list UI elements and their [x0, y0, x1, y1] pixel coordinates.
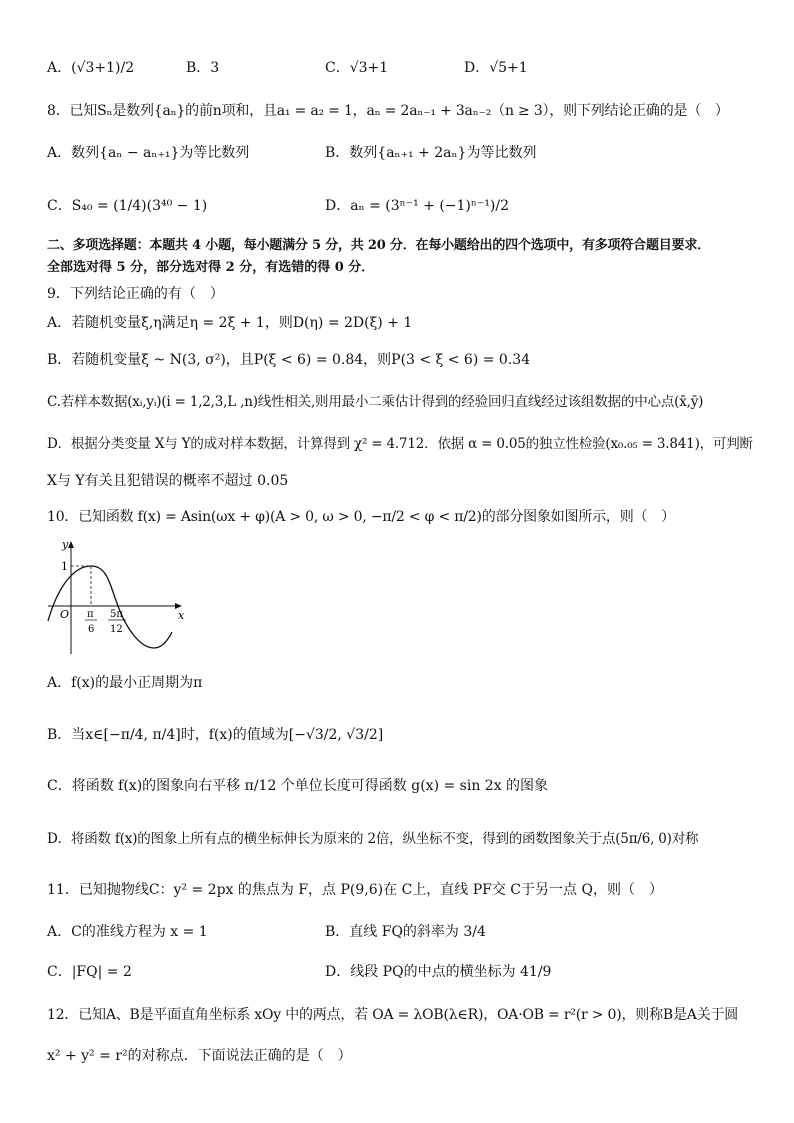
section-two-note: 全部选对得 5 分，部分选对得 2 分，有选错的得 0 分． — [47, 260, 375, 275]
q9-option-c: C.若样本数据(xᵢ,yᵢ)(i = 1,2,3,L ,n)线性相关,则用最小二乘估计得到的经验回归直线经过该组数据的中心点(x̄,ȳ) — [47, 394, 704, 410]
q10-sine-graph — [44, 536, 189, 658]
x-tick-five-pi-over-twelve-denominator: 12 — [110, 624, 123, 635]
q11-option-d: D．线段 PQ的中点的横坐标为 41/9 — [325, 964, 552, 980]
q11-option-a: A．C的准线方程为 x = 1 — [47, 924, 208, 940]
q11-option-c: C．|FQ| = 2 — [47, 964, 132, 980]
q12-stem-continued: x² + y² = r²的对称点．下面说法正确的是（ ） — [47, 1048, 352, 1064]
q8-stem: 8．已知Sₙ是数列{aₙ}的前n项和，且a₁ = a₂ = 1，aₙ = 2aₙ₋₁ + 3aₙ₋₂（n ≥ 3），则下列结论正确的是（ ） — [47, 103, 729, 119]
q9-stem: 9．下列结论正确的有（ ） — [47, 286, 224, 302]
q9-option-a: A．若随机变量ξ,η满足η = 2ξ + 1，则D(η) = 2D(ξ) + 1 — [47, 315, 413, 331]
y-axis-label: y — [62, 538, 69, 551]
origin-label: O — [60, 608, 70, 621]
q8-option-b: B．数列{aₙ₊₁ + 2aₙ}为等比数列 — [325, 145, 537, 161]
q7-option-d: D．√5+1 — [464, 60, 528, 76]
q12-stem: 12．已知A、B是平面直角坐标系 xOy 中的两点，若 OA = λOB(λ∈R)，OA·OB = r²(r > 0)，则称B是A关于圆 — [47, 1007, 739, 1023]
sine-curve — [48, 566, 172, 648]
section-two-heading: 二、多项选择题：本题共 4 小题，每小题满分 5 分，共 20 分．在每小题给出的四个选项中，有多项符合题目要求． — [47, 238, 710, 253]
q10-stem: 10．已知函数 f(x) = Asin(ωx + φ)(A > 0, ω > 0, −π/2 < φ < π/2)的部分图象如图所示，则（ ） — [47, 509, 675, 525]
q7-option-b: B．3 — [186, 60, 220, 76]
x-tick-pi-over-six-numerator: π — [87, 609, 94, 620]
q7-option-c: C．√3+1 — [325, 60, 389, 76]
q9-option-d: D．根据分类变量 X与 Y的成对样本数据，计算得到 χ² = 4.712．依据 α = 0.05的独立性检验(x₀.₀₅ = 3.841)，可判断 — [47, 436, 753, 452]
q9-option-b: B．若随机变量ξ ~ N(3, σ²)，且P(ξ < 6) = 0.84，则P(3 < ξ < 6) = 0.34 — [47, 352, 531, 368]
y-tick-one: 1 — [61, 560, 68, 573]
q8-option-a: A．数列{aₙ − aₙ₊₁}为等比数列 — [47, 145, 250, 161]
q7-option-a: A．(√3+1)/2 — [47, 60, 135, 76]
q10-option-c: C．将函数 f(x)的图象向右平移 π/12 个单位长度可得函数 g(x) = sin 2x 的图象 — [47, 778, 549, 794]
q10-option-b: B．当x∈[−π/4, π/4]时，f(x)的值域为[−√3/2, √3/2] — [47, 727, 384, 743]
q11-option-b: B．直线 FQ的斜率为 3/4 — [325, 924, 486, 940]
q11-stem: 11．已知抛物线C：y² = 2px 的焦点为 F，点 P(9,6)在 C上，直线 PF交 C于另一点 Q，则（ ） — [47, 882, 663, 898]
x-tick-five-pi-over-twelve-numerator: 5π — [110, 609, 123, 620]
x-tick-pi-over-six-denominator: 6 — [88, 624, 95, 635]
y-axis-arrow-icon — [68, 541, 74, 548]
x-axis-label: x — [178, 609, 185, 622]
q10-option-a: A．f(x)的最小正周期为π — [47, 675, 203, 691]
q9-option-d-continued: X与 Y有关且犯错误的概率不超过 0.05 — [47, 473, 289, 489]
q10-option-d: D．将函数 f(x)的图象上所有点的横坐标伸长为原来的 2倍，纵坐标不变，得到的函数图象关于点(5π/6, 0)对称 — [47, 831, 699, 847]
q8-option-c: C．S₄₀ = (1/4)(3⁴⁰ − 1) — [47, 198, 208, 214]
q8-option-d: D．aₙ = (3ⁿ⁻¹ + (−1)ⁿ⁻¹)/2 — [325, 198, 510, 214]
